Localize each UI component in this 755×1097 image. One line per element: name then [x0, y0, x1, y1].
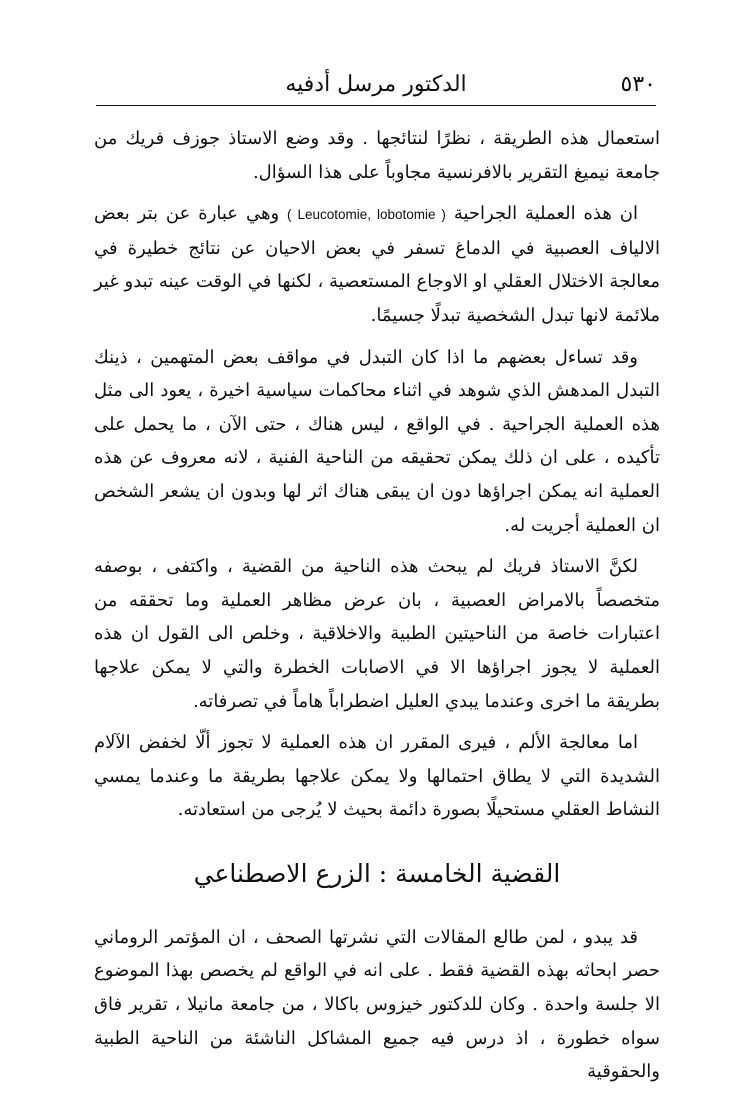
- page-header: [96, 66, 656, 106]
- body-text: [94, 122, 660, 1089]
- paragraph-2: [94, 197, 660, 332]
- paragraph-1: استعمال هذه الطريقة ، نظرًا لنتائجها . وقد وضع الاستاذ جوزف فريك من جامعة نيميغ التقرير بالافرنسية مجاوباً على هذا السؤال.: [94, 128, 660, 183]
- header-rule: [96, 105, 656, 106]
- running-title: الدكتور مرسل أدفيه: [285, 72, 467, 97]
- paragraph-2-text: وهي عبارة عن بتر بعض الالياف العصبية في الدماغ تسفر في بعض الاحيان عن نتائج خطيرة في معالجة الاختلال العقلي او الاوجاع المستعصية ، لكنها في الوقت عينه تبدو غير ملائمة لانها تبدل الشخصية تبدلًا جسيمًا.: [94, 203, 660, 326]
- section-heading: القضية الخامسة : الزرع الاصطناعي: [193, 858, 561, 888]
- page-number: ٥٣٠: [620, 72, 656, 97]
- paragraph-4: لكنَّ الاستاذ فريك لم يبحث هذه الناحية من القضية ، واكتفى ، بوصفه متخصصاً بالامراض العصبية ، بان عرض مظاهر العملية وما تحققه من اعتبارات خاصة من الناحيتين الطبية والاخلاقية ، وخلص الى القول ان هذه العملية لا يجوز اجراؤها الا في الاصابات الخطرة والتي لا يمكن علاجها بطريقة ما اخرى وعندما يبدي العليل اضطراباً هاماً في تصرفاته.: [94, 556, 660, 712]
- paragraph-6: قد يبدو ، لمن طالع المقالات التي نشرتها الصحف ، ان المؤتمر الروماني حصر ابحاثه بهذه القضية فقط . على انه في الواقع لم يخصص بهذا الموضوع الا جلسة واحدة . وكان للدكتور خيزوس باكالا ، من جامعة مانيلا ، تقرير فاق سواه خطورة ، اذ درس فيه جميع المشاكل الناشئة من الناحية الطبية والحقوقية: [94, 926, 660, 1083]
- paragraph-5: اما معالجة الألم ، فيرى المقرر ان هذه العملية لا تجوز ألّا لخفض الآلام الشديدة التي لا يطاق احتمالها ولا يمكن علاجها بطريقة ما وعندما يمسي النشاط العقلي مستحيلًا بصورة دائمة بحيث لا يُرجى من استعادته.: [94, 732, 660, 821]
- paragraph-3: وقد تساءل بعضهم ما اذا كان التبدل في مواقف بعض المتهمين ، ذينك التبدل المدهش الذي شوهد في اثناء محاكمات سياسية اخيرة ، يعود الى مثل هذه العملية الجراحية . في الواقع ، ليس هناك ، حتى الآن ، ما يحمل على تأكيده ، على ان ذلك يمكن تحقيقه من الناحية الفنية ، لانه معروف عن هذه العملية انه يمكن اجراؤها دون ان يبقى هناك اثر لها وبدون ان يشعر الشخص ان العملية أجريت له.: [94, 346, 660, 536]
- paragraph-2-intro: ان هذه العملية الجراحية: [453, 203, 638, 225]
- latin-term: ( Leucotomie, lobotomie ): [287, 207, 446, 223]
